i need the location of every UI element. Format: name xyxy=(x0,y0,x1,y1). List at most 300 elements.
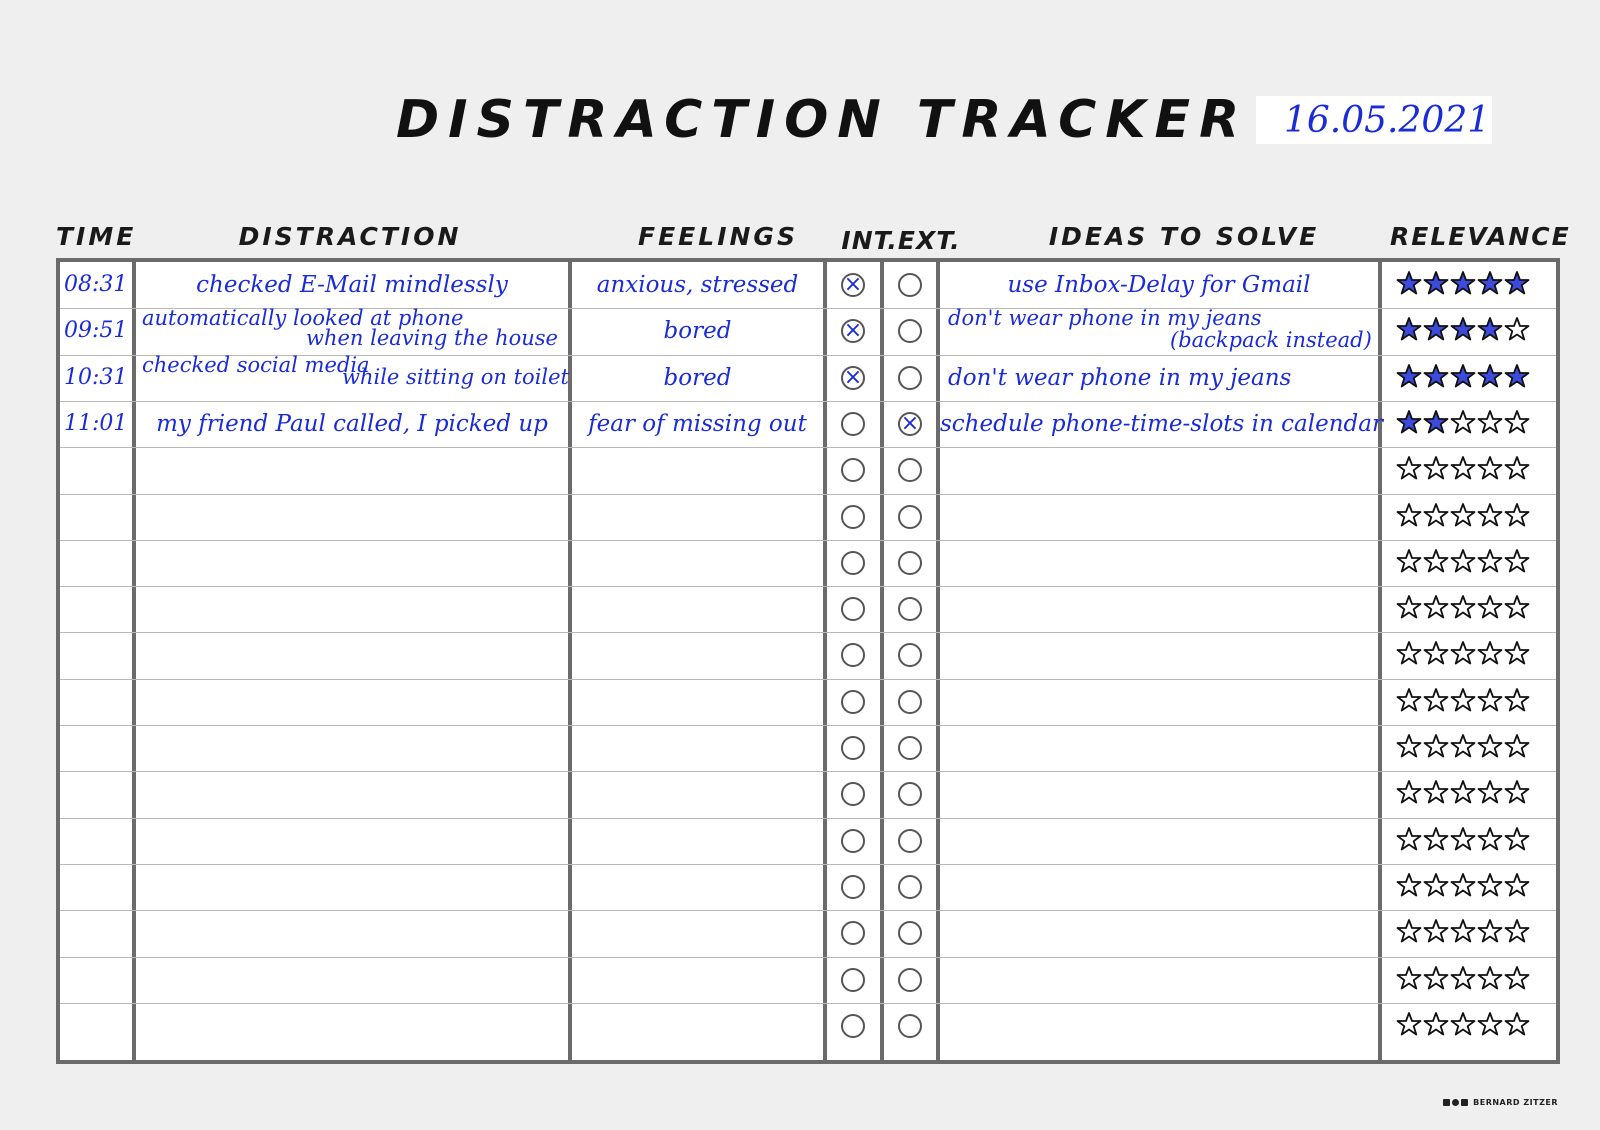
date-box[interactable] xyxy=(1256,96,1492,144)
relevance-cell[interactable] xyxy=(1382,864,1560,911)
external-radio[interactable] xyxy=(898,597,922,621)
feelings-cell[interactable] xyxy=(572,355,823,402)
distraction-cell[interactable] xyxy=(136,352,569,402)
internal-cell[interactable] xyxy=(827,401,880,448)
relevance-rating[interactable] xyxy=(1396,548,1530,574)
internal-cell[interactable] xyxy=(827,447,880,494)
star-empty-icon[interactable] xyxy=(1423,687,1449,713)
star-empty-icon[interactable] xyxy=(1423,594,1449,620)
star-empty-icon[interactable] xyxy=(1504,872,1530,898)
external-cell[interactable] xyxy=(884,355,936,402)
star-empty-icon[interactable] xyxy=(1450,733,1476,759)
star-empty-icon[interactable] xyxy=(1450,502,1476,528)
star-empty-icon[interactable] xyxy=(1396,918,1422,944)
relevance-cell[interactable] xyxy=(1382,262,1560,309)
star-empty-icon[interactable] xyxy=(1396,502,1422,528)
time-cell[interactable] xyxy=(60,308,132,355)
distraction-text: automatically looked at phone xyxy=(142,306,464,331)
time-cell[interactable] xyxy=(60,818,132,865)
footer-credit xyxy=(1443,1098,1558,1107)
internal-cell[interactable] xyxy=(827,586,880,633)
star-empty-icon[interactable] xyxy=(1477,826,1503,852)
time-value: 11:01 xyxy=(64,410,128,436)
star-filled-icon[interactable] xyxy=(1477,270,1503,296)
star-empty-icon[interactable] xyxy=(1450,455,1476,481)
distraction-cell[interactable] xyxy=(136,586,568,633)
star-filled-icon[interactable] xyxy=(1396,409,1422,435)
internal-cell[interactable] xyxy=(827,540,880,587)
time-cell[interactable] xyxy=(60,632,132,679)
star-filled-icon[interactable] xyxy=(1477,363,1503,389)
star-empty-icon[interactable] xyxy=(1396,687,1422,713)
feelings-text: bored xyxy=(663,318,732,345)
time-cell[interactable] xyxy=(60,957,132,1004)
relevance-rating[interactable] xyxy=(1396,965,1530,991)
external-radio[interactable] xyxy=(898,412,922,436)
feelings-cell[interactable] xyxy=(572,308,823,355)
star-empty-icon[interactable] xyxy=(1504,733,1530,759)
distraction-text: when leaving the house xyxy=(306,326,558,351)
feelings-text: fear of missing out xyxy=(588,410,807,437)
time-cell[interactable] xyxy=(60,910,132,957)
star-empty-icon[interactable] xyxy=(1504,965,1530,991)
relevance-rating[interactable] xyxy=(1396,1011,1530,1037)
ideas-cell[interactable] xyxy=(940,864,1378,911)
internal-cell[interactable] xyxy=(827,771,880,818)
star-filled-icon[interactable] xyxy=(1423,363,1449,389)
external-radio[interactable] xyxy=(898,319,922,343)
star-empty-icon[interactable] xyxy=(1504,640,1530,666)
star-filled-icon[interactable] xyxy=(1423,409,1449,435)
relevance-cell[interactable] xyxy=(1382,586,1560,633)
time-cell[interactable] xyxy=(60,262,132,309)
time-cell[interactable] xyxy=(60,355,132,402)
external-radio[interactable] xyxy=(898,782,922,806)
star-empty-icon[interactable] xyxy=(1477,409,1503,435)
external-cell[interactable] xyxy=(884,494,936,541)
table-row xyxy=(60,957,1556,1004)
time-cell[interactable] xyxy=(60,586,132,633)
ideas-cell[interactable] xyxy=(940,494,1378,541)
table-row xyxy=(60,586,1556,633)
star-filled-icon[interactable] xyxy=(1504,270,1530,296)
time-cell[interactable] xyxy=(60,679,132,726)
external-cell[interactable] xyxy=(884,818,936,865)
idea-text: (backpack instead) xyxy=(1170,328,1372,353)
internal-cell[interactable] xyxy=(827,355,880,402)
star-empty-icon[interactable] xyxy=(1450,409,1476,435)
relevance-cell[interactable] xyxy=(1382,308,1560,355)
check-mark-icon: × xyxy=(843,318,863,344)
external-cell[interactable] xyxy=(884,262,936,309)
external-cell[interactable] xyxy=(884,771,936,818)
star-empty-icon[interactable] xyxy=(1504,455,1530,481)
star-empty-icon[interactable] xyxy=(1423,1011,1449,1037)
relevance-rating[interactable] xyxy=(1396,826,1530,852)
internal-radio[interactable] xyxy=(841,319,865,343)
internal-cell[interactable] xyxy=(827,308,880,355)
internal-radio[interactable] xyxy=(841,968,865,992)
tracker-table xyxy=(56,258,1560,1064)
external-cell[interactable] xyxy=(884,632,936,679)
relevance-cell[interactable] xyxy=(1382,447,1560,494)
idea-text: don't wear phone in my jeans xyxy=(948,364,1292,391)
distraction-cell[interactable] xyxy=(136,632,568,679)
feelings-cell[interactable] xyxy=(572,771,823,818)
table-row xyxy=(60,401,1556,448)
distraction-cell[interactable] xyxy=(136,957,568,1004)
distraction-text: while sitting on toilet xyxy=(342,364,569,389)
relevance-rating[interactable] xyxy=(1396,687,1530,713)
internal-radio[interactable] xyxy=(841,597,865,621)
star-filled-icon[interactable] xyxy=(1396,363,1422,389)
relevance-cell[interactable] xyxy=(1382,725,1560,772)
time-cell[interactable] xyxy=(60,401,132,448)
relevance-rating[interactable] xyxy=(1396,363,1530,389)
external-radio[interactable] xyxy=(898,273,922,297)
relevance-rating[interactable] xyxy=(1396,872,1530,898)
relevance-cell[interactable] xyxy=(1382,910,1560,957)
star-filled-icon[interactable] xyxy=(1450,363,1476,389)
external-radio[interactable] xyxy=(898,736,922,760)
star-empty-icon[interactable] xyxy=(1477,872,1503,898)
star-empty-icon[interactable] xyxy=(1423,733,1449,759)
star-empty-icon[interactable] xyxy=(1504,826,1530,852)
feelings-cell[interactable] xyxy=(572,864,823,911)
star-empty-icon[interactable] xyxy=(1477,594,1503,620)
ideas-cell[interactable] xyxy=(940,771,1378,818)
feelings-cell[interactable] xyxy=(572,725,823,772)
table-row xyxy=(60,1003,1556,1050)
external-cell[interactable] xyxy=(884,910,936,957)
time-cell[interactable] xyxy=(60,447,132,494)
star-empty-icon[interactable] xyxy=(1450,965,1476,991)
relevance-cell[interactable] xyxy=(1382,494,1560,541)
ideas-cell[interactable] xyxy=(940,679,1378,726)
internal-radio[interactable] xyxy=(841,643,865,667)
table-row xyxy=(60,308,1556,355)
ideas-cell[interactable] xyxy=(940,725,1378,772)
star-empty-icon[interactable] xyxy=(1396,965,1422,991)
feelings-cell[interactable] xyxy=(572,679,823,726)
internal-radio[interactable] xyxy=(841,458,865,482)
column-header-int-ext: INT.EXT. xyxy=(841,226,961,255)
distraction-cell[interactable] xyxy=(136,262,568,309)
internal-radio[interactable] xyxy=(841,273,865,297)
star-empty-icon[interactable] xyxy=(1477,965,1503,991)
star-empty-icon[interactable] xyxy=(1423,965,1449,991)
internal-cell[interactable] xyxy=(827,818,880,865)
star-empty-icon[interactable] xyxy=(1504,1011,1530,1037)
internal-radio[interactable] xyxy=(841,829,865,853)
time-cell[interactable] xyxy=(60,771,132,818)
star-empty-icon[interactable] xyxy=(1504,316,1530,342)
relevance-rating[interactable] xyxy=(1396,918,1530,944)
time-cell[interactable] xyxy=(60,494,132,541)
column-header-distraction: DISTRACTION xyxy=(238,222,462,251)
ideas-cell[interactable] xyxy=(940,1003,1378,1050)
feelings-cell[interactable] xyxy=(572,818,823,865)
star-filled-icon[interactable] xyxy=(1423,316,1449,342)
star-empty-icon[interactable] xyxy=(1477,687,1503,713)
idea-text: schedule phone-time-slots in calendar xyxy=(940,410,1383,437)
feelings-cell[interactable] xyxy=(572,957,823,1004)
external-radio[interactable] xyxy=(898,551,922,575)
external-cell[interactable] xyxy=(884,447,936,494)
internal-radio[interactable] xyxy=(841,551,865,575)
star-empty-icon[interactable] xyxy=(1396,826,1422,852)
external-radio[interactable] xyxy=(898,921,922,945)
ideas-cell[interactable] xyxy=(940,818,1378,865)
internal-cell[interactable] xyxy=(827,910,880,957)
relevance-cell[interactable] xyxy=(1382,540,1560,587)
external-cell[interactable] xyxy=(884,725,936,772)
column-header-time: TIME xyxy=(56,222,137,251)
relevance-rating[interactable] xyxy=(1396,455,1530,481)
external-radio[interactable] xyxy=(898,458,922,482)
external-radio[interactable] xyxy=(898,875,922,899)
star-empty-icon[interactable] xyxy=(1477,502,1503,528)
distraction-cell[interactable] xyxy=(136,401,568,448)
external-cell[interactable] xyxy=(884,864,936,911)
star-filled-icon[interactable] xyxy=(1423,270,1449,296)
internal-cell[interactable] xyxy=(827,1003,880,1050)
star-empty-icon[interactable] xyxy=(1450,918,1476,944)
external-radio[interactable] xyxy=(898,643,922,667)
linkedin-icon[interactable] xyxy=(1443,1099,1450,1106)
relevance-cell[interactable] xyxy=(1382,1003,1560,1050)
star-empty-icon[interactable] xyxy=(1423,826,1449,852)
star-empty-icon[interactable] xyxy=(1477,548,1503,574)
table-row xyxy=(60,447,1556,494)
relevance-rating[interactable] xyxy=(1396,594,1530,620)
internal-cell[interactable] xyxy=(827,494,880,541)
star-empty-icon[interactable] xyxy=(1477,640,1503,666)
relevance-rating[interactable] xyxy=(1396,270,1530,296)
external-cell[interactable] xyxy=(884,308,936,355)
ideas-cell[interactable] xyxy=(940,586,1378,633)
feelings-text: bored xyxy=(663,364,732,391)
star-empty-icon[interactable] xyxy=(1396,733,1422,759)
time-cell[interactable] xyxy=(60,540,132,587)
star-empty-icon[interactable] xyxy=(1477,918,1503,944)
external-cell[interactable] xyxy=(884,957,936,1004)
table-row xyxy=(60,725,1556,772)
feelings-cell[interactable] xyxy=(572,586,823,633)
ideas-cell[interactable] xyxy=(940,957,1378,1004)
external-cell[interactable] xyxy=(884,401,936,448)
ideas-cell[interactable] xyxy=(940,401,1383,448)
ideas-cell[interactable] xyxy=(940,910,1378,957)
internal-cell[interactable] xyxy=(827,864,880,911)
star-filled-icon[interactable] xyxy=(1477,316,1503,342)
distraction-cell[interactable] xyxy=(136,1003,568,1050)
relevance-rating[interactable] xyxy=(1396,733,1530,759)
star-empty-icon[interactable] xyxy=(1396,640,1422,666)
relevance-cell[interactable] xyxy=(1382,818,1560,865)
star-empty-icon[interactable] xyxy=(1477,779,1503,805)
star-empty-icon[interactable] xyxy=(1423,502,1449,528)
star-empty-icon[interactable] xyxy=(1477,1011,1503,1037)
star-filled-icon[interactable] xyxy=(1504,363,1530,389)
table-row xyxy=(60,262,1556,309)
relevance-rating[interactable] xyxy=(1396,409,1530,435)
ideas-cell[interactable] xyxy=(940,540,1378,587)
distraction-cell[interactable] xyxy=(136,447,568,494)
external-radio[interactable] xyxy=(898,505,922,529)
distraction-cell[interactable] xyxy=(136,864,568,911)
internal-radio[interactable] xyxy=(841,366,865,390)
star-empty-icon[interactable] xyxy=(1504,779,1530,805)
distraction-text: checked social media xyxy=(142,352,370,377)
star-empty-icon[interactable] xyxy=(1396,455,1422,481)
relevance-cell[interactable] xyxy=(1382,957,1560,1004)
internal-radio[interactable] xyxy=(841,921,865,945)
star-empty-icon[interactable] xyxy=(1504,594,1530,620)
star-empty-icon[interactable] xyxy=(1450,687,1476,713)
star-empty-icon[interactable] xyxy=(1396,1011,1422,1037)
internal-cell[interactable] xyxy=(827,725,880,772)
feelings-cell[interactable] xyxy=(572,447,823,494)
star-empty-icon[interactable] xyxy=(1450,872,1476,898)
internal-radio[interactable] xyxy=(841,782,865,806)
external-cell[interactable] xyxy=(884,540,936,587)
check-mark-icon: × xyxy=(843,364,863,390)
distraction-text: my friend Paul called, I picked up xyxy=(156,410,548,437)
star-filled-icon[interactable] xyxy=(1396,316,1422,342)
ideas-cell[interactable] xyxy=(940,355,1378,402)
star-empty-icon[interactable] xyxy=(1477,733,1503,759)
star-empty-icon[interactable] xyxy=(1504,409,1530,435)
relevance-cell[interactable] xyxy=(1382,401,1560,448)
star-filled-icon[interactable] xyxy=(1396,270,1422,296)
page-title: DISTRACTION TRACKER xyxy=(396,90,1249,150)
star-empty-icon[interactable] xyxy=(1423,779,1449,805)
distraction-cell[interactable] xyxy=(136,910,568,957)
time-cell[interactable] xyxy=(60,864,132,911)
external-radio[interactable] xyxy=(898,829,922,853)
relevance-cell[interactable] xyxy=(1382,355,1560,402)
check-mark-icon: × xyxy=(900,410,920,436)
distraction-cell[interactable] xyxy=(136,771,568,818)
star-empty-icon[interactable] xyxy=(1450,548,1476,574)
internal-radio[interactable] xyxy=(841,412,865,436)
star-empty-icon[interactable] xyxy=(1423,918,1449,944)
star-empty-icon[interactable] xyxy=(1396,594,1422,620)
distraction-cell[interactable] xyxy=(136,818,568,865)
external-cell[interactable] xyxy=(884,586,936,633)
feelings-cell[interactable] xyxy=(572,262,823,309)
star-empty-icon[interactable] xyxy=(1423,548,1449,574)
star-empty-icon[interactable] xyxy=(1423,872,1449,898)
star-empty-icon[interactable] xyxy=(1396,872,1422,898)
relevance-cell[interactable] xyxy=(1382,632,1560,679)
distraction-cell[interactable] xyxy=(136,494,568,541)
internal-cell[interactable] xyxy=(827,632,880,679)
distraction-text: checked E-Mail mindlessly xyxy=(196,272,508,298)
star-filled-icon[interactable] xyxy=(1450,270,1476,296)
internal-radio[interactable] xyxy=(841,736,865,760)
star-empty-icon[interactable] xyxy=(1396,779,1422,805)
check-mark-icon: × xyxy=(843,272,863,297)
star-empty-icon[interactable] xyxy=(1450,594,1476,620)
idea-text: don't wear phone in my jeans xyxy=(948,306,1262,331)
feelings-cell[interactable] xyxy=(572,540,823,587)
internal-radio[interactable] xyxy=(841,505,865,529)
table-row xyxy=(60,632,1556,679)
star-empty-icon[interactable] xyxy=(1504,918,1530,944)
star-empty-icon[interactable] xyxy=(1504,502,1530,528)
star-filled-icon[interactable] xyxy=(1450,316,1476,342)
ideas-cell[interactable] xyxy=(940,308,1378,355)
external-cell[interactable] xyxy=(884,679,936,726)
time-cell[interactable] xyxy=(60,725,132,772)
distraction-cell[interactable] xyxy=(136,679,568,726)
table-row xyxy=(60,679,1556,726)
feelings-cell[interactable] xyxy=(572,632,823,679)
star-empty-icon[interactable] xyxy=(1396,548,1422,574)
external-radio[interactable] xyxy=(898,690,922,714)
relevance-cell[interactable] xyxy=(1382,771,1560,818)
distraction-cell[interactable] xyxy=(136,308,568,355)
table-row xyxy=(60,771,1556,818)
feelings-cell[interactable] xyxy=(572,401,823,448)
internal-cell[interactable] xyxy=(827,679,880,726)
star-empty-icon[interactable] xyxy=(1423,640,1449,666)
feelings-text: anxious, stressed xyxy=(596,272,799,298)
star-empty-icon[interactable] xyxy=(1450,779,1476,805)
author-name: BERNARD ZITZER xyxy=(1473,1098,1558,1107)
distraction-cell[interactable] xyxy=(136,540,568,587)
internal-cell[interactable] xyxy=(827,262,880,309)
external-radio[interactable] xyxy=(898,968,922,992)
twitter-icon[interactable] xyxy=(1461,1099,1468,1106)
time-cell[interactable] xyxy=(60,1003,132,1050)
ideas-cell[interactable] xyxy=(940,262,1378,309)
table-row xyxy=(60,352,1556,402)
column-header-feelings: FEELINGS xyxy=(638,222,798,251)
time-value: 09:51 xyxy=(64,318,128,344)
feelings-cell[interactable] xyxy=(572,910,823,957)
instagram-icon[interactable] xyxy=(1452,1099,1459,1106)
relevance-rating[interactable] xyxy=(1396,779,1530,805)
relevance-rating[interactable] xyxy=(1396,640,1530,666)
star-empty-icon[interactable] xyxy=(1450,640,1476,666)
ideas-cell[interactable] xyxy=(940,447,1378,494)
relevance-rating[interactable] xyxy=(1396,316,1530,342)
feelings-cell[interactable] xyxy=(572,1003,823,1050)
relevance-cell[interactable] xyxy=(1382,679,1560,726)
distraction-cell[interactable] xyxy=(136,725,568,772)
star-empty-icon[interactable] xyxy=(1423,455,1449,481)
star-empty-icon[interactable] xyxy=(1504,687,1530,713)
star-empty-icon[interactable] xyxy=(1450,1011,1476,1037)
star-empty-icon[interactable] xyxy=(1450,826,1476,852)
ideas-cell[interactable] xyxy=(940,632,1378,679)
internal-radio[interactable] xyxy=(841,690,865,714)
external-radio[interactable] xyxy=(898,366,922,390)
external-cell[interactable] xyxy=(884,1003,936,1050)
external-radio[interactable] xyxy=(898,1014,922,1038)
internal-radio[interactable] xyxy=(841,1014,865,1038)
feelings-cell[interactable] xyxy=(572,494,823,541)
date-value: 16.05.2021 xyxy=(1284,100,1491,141)
internal-cell[interactable] xyxy=(827,957,880,1004)
relevance-rating[interactable] xyxy=(1396,502,1530,528)
star-empty-icon[interactable] xyxy=(1477,455,1503,481)
star-empty-icon[interactable] xyxy=(1504,548,1530,574)
internal-radio[interactable] xyxy=(841,875,865,899)
